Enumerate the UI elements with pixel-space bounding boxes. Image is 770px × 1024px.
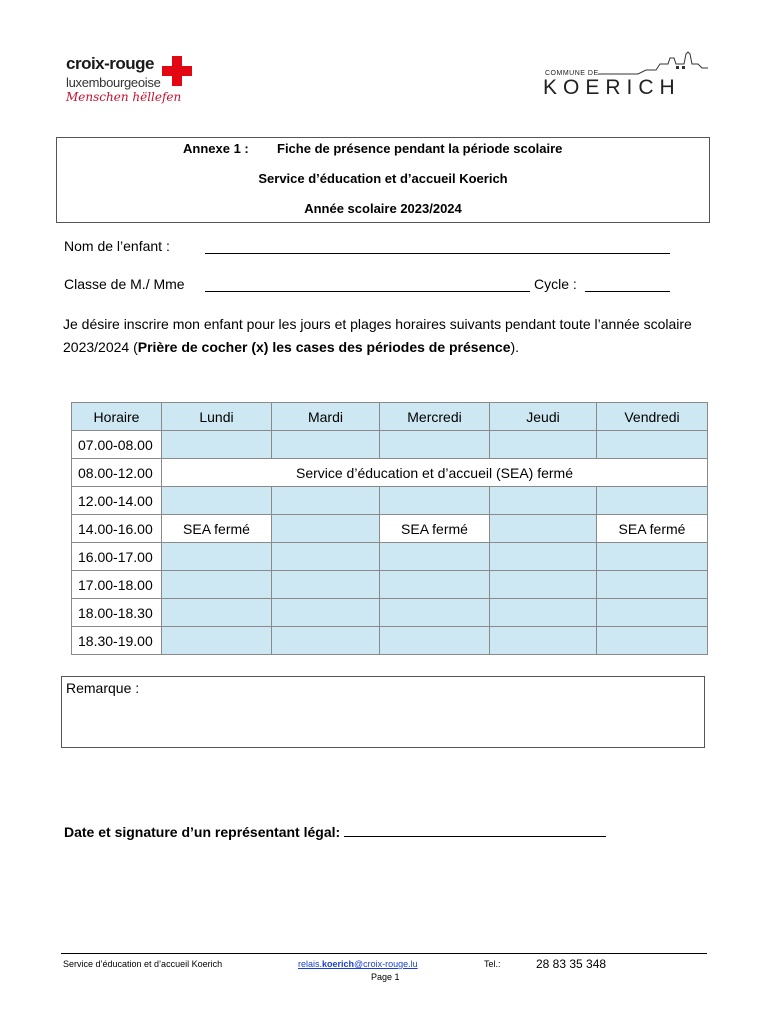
checkbox-cell[interactable] xyxy=(380,571,490,599)
footer-divider xyxy=(61,953,707,954)
logo-tagline: Menschen hëllefen xyxy=(66,90,182,104)
logo-prefix: COMMUNE DE xyxy=(545,70,599,77)
title-box xyxy=(56,137,710,223)
school-year: Année scolaire 2023/2024 xyxy=(304,201,462,216)
time-slot: 18.00-18.30 xyxy=(72,599,162,627)
header-thursday: Jeudi xyxy=(490,403,597,431)
table-row xyxy=(72,431,708,459)
time-slot: 07.00-08.00 xyxy=(72,431,162,459)
header-friday: Vendredi xyxy=(597,403,708,431)
croix-rouge-logo xyxy=(66,54,196,110)
checkbox-cell[interactable] xyxy=(490,571,597,599)
checkbox-cell[interactable] xyxy=(597,487,708,515)
cycle-label: Cycle : xyxy=(534,276,577,292)
page-number: Page 1 xyxy=(371,972,400,982)
checkbox-cell[interactable] xyxy=(272,431,380,459)
cycle-field[interactable] xyxy=(585,291,670,292)
checkbox-cell[interactable] xyxy=(272,543,380,571)
time-slot: 14.00-16.00 xyxy=(72,515,162,543)
table-row xyxy=(72,487,708,515)
closed-notice: Service d’éducation et d’accueil (SEA) fermé xyxy=(162,459,708,487)
schedule-table xyxy=(71,402,708,655)
table-row xyxy=(72,515,708,543)
logo-name: KOERICH xyxy=(543,76,681,99)
class-teacher-field[interactable] xyxy=(205,291,530,292)
remark-box[interactable] xyxy=(61,676,705,748)
checkbox-cell[interactable] xyxy=(272,487,380,515)
checkbox-cell[interactable] xyxy=(162,627,272,655)
header-wednesday: Mercredi xyxy=(380,403,490,431)
checkbox-cell[interactable] xyxy=(597,599,708,627)
child-name-label: Nom de l’enfant : xyxy=(64,238,170,254)
annexe-label: Annexe 1 : xyxy=(183,141,249,156)
header-monday: Lundi xyxy=(162,403,272,431)
checkbox-cell[interactable] xyxy=(597,627,708,655)
signature-label: Date et signature d’un représentant légal: xyxy=(64,824,341,840)
document-title: Fiche de présence pendant la période scolaire xyxy=(277,141,563,156)
checkbox-cell[interactable] xyxy=(490,599,597,627)
checkbox-cell[interactable] xyxy=(490,543,597,571)
checkbox-cell[interactable] xyxy=(272,515,380,543)
checkbox-cell[interactable] xyxy=(597,543,708,571)
instruction-text: Je désire inscrire mon enfant pour les jours et plages horaires suivants pendant toute l’année scolaire 2023/2024 (Prière de cocher (x) les cases des périodes de présence). xyxy=(63,316,692,355)
header-time: Horaire xyxy=(72,403,162,431)
checkbox-cell[interactable] xyxy=(380,599,490,627)
checkbox-cell[interactable] xyxy=(490,487,597,515)
instruction-bold: Prière de cocher (x) les cases des périodes de présence xyxy=(137,339,511,355)
logo-subtext: luxembourgeoise xyxy=(66,75,161,90)
table-header-row xyxy=(72,403,708,431)
signature-field[interactable] xyxy=(344,823,606,837)
table-row xyxy=(72,627,708,655)
table-row xyxy=(72,459,708,487)
checkbox-cell[interactable] xyxy=(272,599,380,627)
checkbox-cell[interactable] xyxy=(272,571,380,599)
logo-text: croix-rouge xyxy=(66,54,155,73)
village-skyline-icon xyxy=(598,50,708,76)
closed-notice: SEA fermé xyxy=(597,515,708,543)
phone-number: 28 83 35 348 xyxy=(536,957,607,971)
checkbox-cell[interactable] xyxy=(380,431,490,459)
time-slot: 17.00-18.00 xyxy=(72,571,162,599)
table-row xyxy=(72,599,708,627)
header-tuesday: Mardi xyxy=(272,403,380,431)
checkbox-cell[interactable] xyxy=(597,431,708,459)
closed-notice: SEA fermé xyxy=(380,515,490,543)
checkbox-cell[interactable] xyxy=(490,627,597,655)
checkbox-cell[interactable] xyxy=(380,487,490,515)
time-slot: 16.00-17.00 xyxy=(72,543,162,571)
checkbox-cell[interactable] xyxy=(162,487,272,515)
time-slot: 18.30-19.00 xyxy=(72,627,162,655)
time-slot: 08.00-12.00 xyxy=(72,459,162,487)
table-row xyxy=(72,571,708,599)
checkbox-cell[interactable] xyxy=(380,543,490,571)
checkbox-cell[interactable] xyxy=(162,543,272,571)
footer-email-link[interactable]: relais.koerich@croix-rouge.lu xyxy=(298,959,418,969)
table-row xyxy=(72,543,708,571)
checkbox-cell[interactable] xyxy=(162,599,272,627)
checkbox-cell[interactable] xyxy=(272,627,380,655)
checkbox-cell[interactable] xyxy=(490,431,597,459)
service-name: Service d’éducation et d’accueil Koerich xyxy=(258,171,508,186)
signature-row xyxy=(64,823,606,840)
checkbox-cell[interactable] xyxy=(597,571,708,599)
checkbox-cell[interactable] xyxy=(162,431,272,459)
time-slot: 12.00-14.00 xyxy=(72,487,162,515)
footer-service: Service d’éducation et d’accueil Koerich xyxy=(63,959,223,969)
checkbox-cell[interactable] xyxy=(380,627,490,655)
closed-notice: SEA fermé xyxy=(162,515,272,543)
koerich-logo xyxy=(543,50,708,102)
checkbox-cell[interactable] xyxy=(162,571,272,599)
tel-label: Tel.: xyxy=(484,959,501,969)
checkbox-cell[interactable] xyxy=(490,515,597,543)
child-name-field[interactable] xyxy=(205,253,670,254)
remark-label: Remarque : xyxy=(66,680,140,696)
red-cross-icon xyxy=(162,56,192,86)
class-label: Classe de M./ Mme xyxy=(64,276,185,292)
